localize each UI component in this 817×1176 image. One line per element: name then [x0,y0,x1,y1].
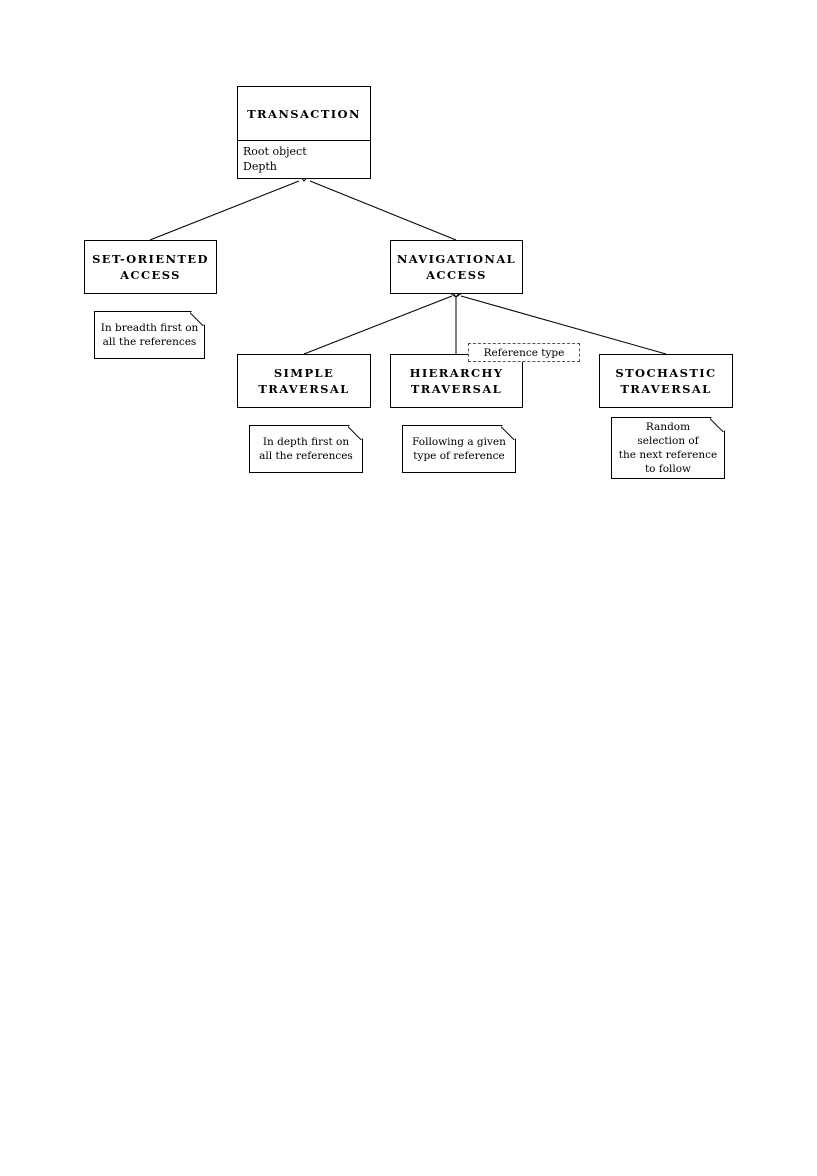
reference-type-label-text: Reference type [483,346,565,359]
class-simple-traversal[interactable] [237,354,371,408]
note-line: Random [645,421,691,433]
edge-navigational-simple [304,296,452,354]
note-fold-line-icon [190,311,205,326]
note-line: Following a given [412,436,506,448]
class-transaction-name [238,87,370,140]
note-line: to follow [644,463,692,475]
class-hierarchy-traversal[interactable] [390,354,523,408]
class-simple-traversal-name [238,355,370,407]
note-fold-line-icon [710,417,725,432]
class-name-line: TRAVERSAL [620,382,712,396]
note-fold-line-icon [348,425,363,440]
note-breadth-first [94,311,205,359]
note-line: the next reference [618,449,718,461]
note-line: In depth first on [262,436,350,448]
class-transaction[interactable] [237,86,371,179]
class-name-line: SET-ORIENTED [92,252,209,266]
class-name-line: STOCHASTIC [615,366,717,380]
note-line: In breadth first on [100,322,199,334]
class-name-line: TRAVERSAL [258,382,350,396]
class-name-line: NAVIGATIONAL [396,252,517,266]
class-stochastic-traversal-name [600,355,732,407]
class-set-oriented-access[interactable] [84,240,217,294]
note-depth-first [249,425,363,473]
note-line: type of reference [413,450,505,462]
note-fold-line-icon [501,425,516,440]
note-line: selection of [637,435,699,447]
note-type-of-reference [402,425,516,473]
note-random-selection [611,417,725,479]
edge-transaction-navigational [310,181,456,240]
class-transaction-attributes [238,140,370,179]
class-name-line: HIERARCHY [409,366,504,380]
class-hierarchy-traversal-name [391,355,522,407]
class-name-line: SIMPLE [273,366,335,380]
class-set-oriented-access-name [85,241,216,293]
class-navigational-access-name [391,241,522,293]
class-name-line: ACCESS [426,268,487,282]
class-stochastic-traversal[interactable] [599,354,733,408]
note-line: all the references [102,336,197,348]
class-name-line: ACCESS [120,268,181,282]
reference-type-label[interactable] [468,343,580,362]
attribute-row: Depth [243,160,277,173]
class-navigational-access[interactable] [390,240,523,294]
note-line: all the references [259,450,353,462]
edge-transaction-set-oriented [150,181,299,240]
attribute-row: Root object [243,145,307,158]
class-transaction-name-text: TRANSACTION [247,106,361,121]
class-name-line: TRAVERSAL [410,382,503,396]
